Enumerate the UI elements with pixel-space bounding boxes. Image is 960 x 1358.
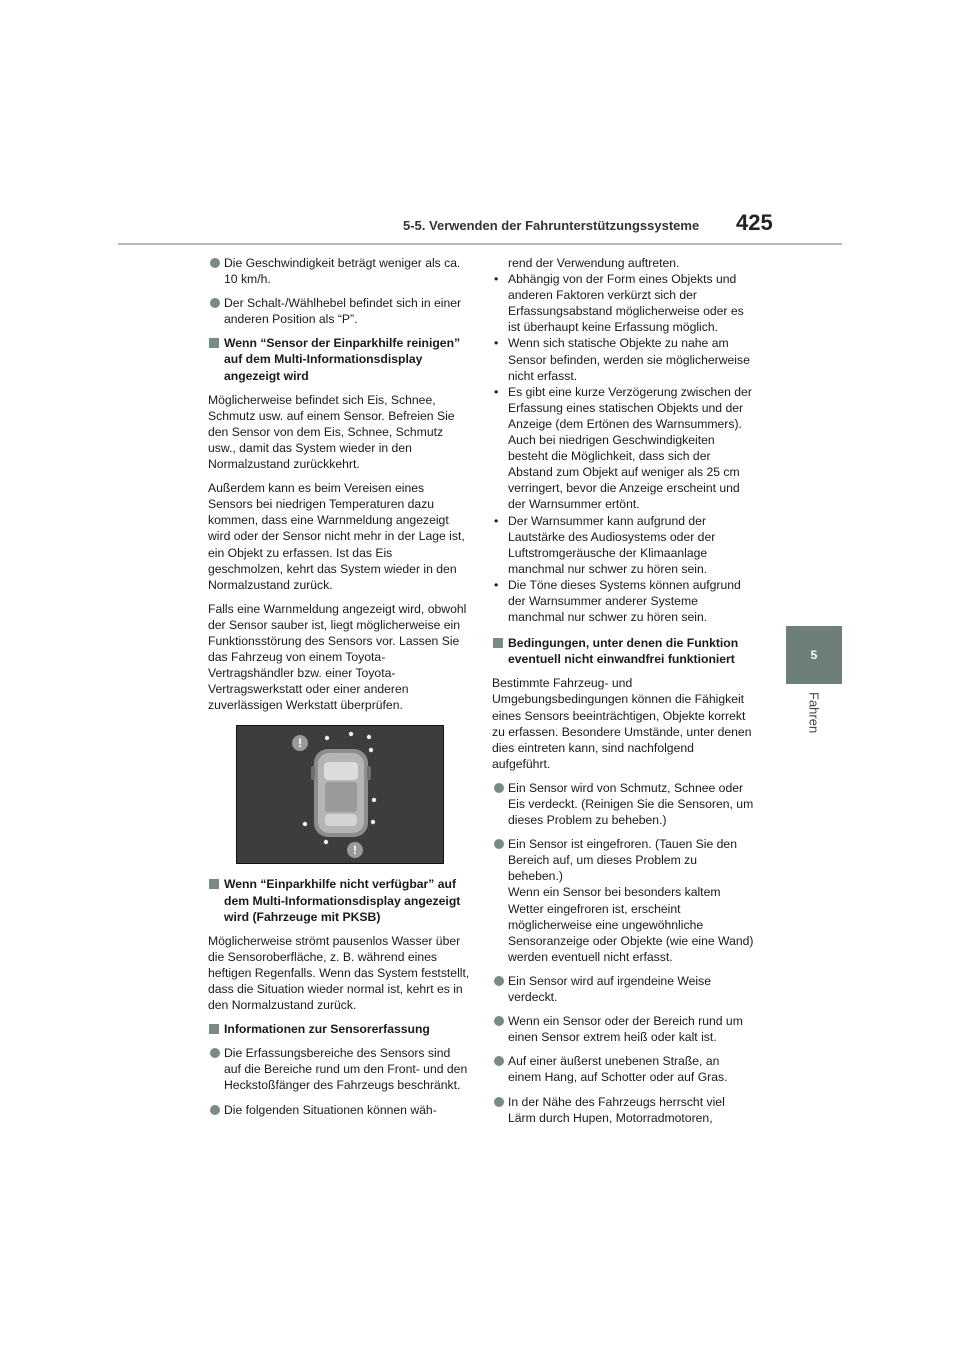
svg-text:!: ! (353, 843, 357, 858)
svg-text:!: ! (298, 736, 302, 751)
paragraph: Möglicherweise befindet sich Eis, Schnee, Schmutz usw. auf einem Sensor. Befreien Sie den Sensor von dem Eis, Schnee, Schmutz usw., damit das System wieder in den Normalzustand zurückkehrt. (208, 392, 455, 472)
left-column (208, 255, 470, 1126)
bullet-item: Die Geschwindigkeit beträgt weniger als ca. 10 km/h. (208, 255, 470, 287)
paragraph: Außerdem kann es beim Vereisen eines Sensors bei niedrigen Temperaturen dazu kommen, dass eine Warnmeldung angezeigt wird oder der Sensor nicht mehr in der Lage ist, ein Objekt zu erfassen. Ist das Eis geschmolzen, kehrt das System wieder in den Normalzustand zurück. (208, 481, 465, 592)
bullet-item: Ein Sensor wird auf irgendeine Weise verdeckt. (492, 973, 754, 1005)
paragraph: Möglicherweise strömt pausenlos Wasser über die Sensoroberfläche, z. B. während eines heftigen Regenfalls. Wenn das System feststellt, dass die Situation wieder normal ist, kehrt es in den Normalzustand zurück. (208, 933, 470, 1013)
dash-item: • Es gibt eine kurze Verzögerung zwischen der Erfassung eines statischen Objekts und der Anzeige (dem Ertönen des Warnsummers). Auch bei niedrigen Geschwindigkeiten besteht die Möglichkeit, dass sich der Abstand zum Objekt auf weniger als 25 cm verringert, bevor die Anzeige erscheint und der Warnsummer ertönt. (492, 384, 754, 513)
chapter-tab: 5 (786, 626, 842, 684)
parking-sensor-display-figure (236, 725, 444, 864)
section-heading: Wenn “Einparkhilfe nicht verfügbar” auf dem Multi-Informationsdisplay angezeigt wird (Fahrzeuge mit PKSB) (208, 876, 470, 924)
bullet-item: Die Erfassungsbereiche des Sensors sind auf die Bereiche rund um den Front- und den Heckstoßfänger des Fahrzeugs beschränkt. (208, 1045, 470, 1093)
section-heading: Bedingungen, unter denen die Funktion eventuell nicht einwandfrei funktioniert (492, 635, 754, 667)
dash-item: • Der Warnsummer kann aufgrund der Lautstärke des Audiosystems oder der Luftstromgeräusche der Klimaanlage manchmal nur schwer zu hören sein. (492, 513, 754, 577)
dash-list (492, 271, 754, 625)
exclamation-icon (292, 735, 308, 751)
bullet-item: Ein Sensor ist eingefroren. (Tauen Sie den Bereich auf, um dieses Problem zu beheben.) Wenn ein Sensor bei besonders kaltem Wetter eingefroren ist, erscheint möglicherweise eine ungewöhnliche Sensoranzeige oder Objekte (wie eine Wand) werden eventuell nicht erfasst. (492, 836, 754, 965)
exclamation-icon (347, 842, 363, 858)
bullet-item: Wenn ein Sensor oder der Bereich rund um einen Sensor extrem heiß oder kalt ist. (492, 1013, 754, 1045)
section-heading: Wenn “Sensor der Einparkhilfe reinigen” auf dem Multi-Informationsdisplay angezeigt wird (208, 335, 470, 383)
bullet-item: Auf einer äußerst unebenen Straße, an einem Hang, auf Schotter oder auf Gras. (492, 1053, 754, 1085)
dash-item: • Abhängig von der Form eines Objekts und anderen Faktoren verkürzt sich der Erfassungsabstand möglicherweise oder es ist überhaupt keine Erfassung möglich. (492, 271, 754, 335)
car-top-view-illustration (237, 726, 443, 863)
dash-item: • Wenn sich statische Objekte zu nahe am Sensor befinden, werden sie möglicherweise nicht erfasst. (492, 335, 754, 383)
paragraph: Bestimmte Fahrzeug- und Umgebungsbedingungen können die Fähigkeit eines Sensors beeinträchtigen, Objekte korrekt zu erfassen. Besondere Umstände, unter denen dies eintreten kann, sind nachfolgend aufgeführt. (492, 676, 752, 771)
section-heading: Informationen zur Sensorerfassung (208, 1021, 470, 1037)
page-number: 425 (736, 210, 773, 235)
right-column (492, 255, 754, 1134)
bullet-item: Ein Sensor wird von Schmutz, Schnee oder Eis verdeckt. (Reinigen Sie die Sensoren, um dieses Problem zu beheben.) (492, 780, 754, 828)
paragraph: Falls eine Warnmeldung angezeigt wird, obwohl der Sensor sauber ist, liegt möglicherweise ein Funktionsstörung des Sensors vor. Lassen Sie das Fahrzeug von einem Toyota-Vertragshändler bzw. einer Toyota-Vertragswerkstatt oder einer anderen zuverlässigen Werkstatt überprüfen. (208, 601, 467, 713)
header-divider (118, 243, 842, 245)
bullet-item: Die folgenden Situationen können wäh- (208, 1102, 470, 1118)
chapter-label: Fahren (806, 692, 822, 734)
paragraph-continuation: rend der Verwendung auftreten. (508, 256, 680, 270)
dash-item: • Die Töne dieses Systems können aufgrund der Warnsummer anderer Systeme manchmal nur schwer zu hören sein. (492, 577, 754, 625)
bullet-item: Der Schalt-/Wählhebel befindet sich in einer anderen Position als “P”. (208, 295, 470, 327)
section-title: 5-5. Verwenden der Fahrunterstützungssysteme (403, 218, 700, 233)
bullet-item: In der Nähe des Fahrzeugs herrscht viel Lärm durch Hupen, Motorradmotoren, (492, 1094, 754, 1126)
